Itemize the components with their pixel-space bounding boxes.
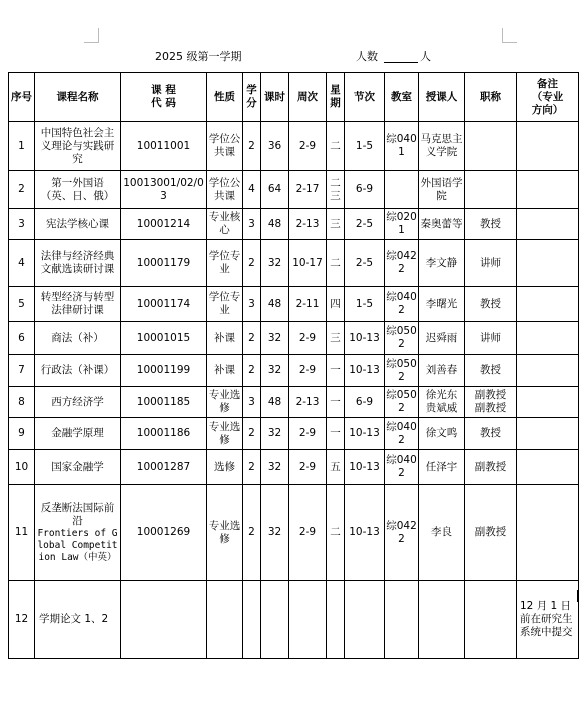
cell-credits: 2 [243, 240, 261, 287]
cell-title: 讲师 [465, 322, 517, 355]
cell-hours: 48 [261, 287, 289, 322]
cell-remark [517, 418, 579, 450]
cell-periods: 2-5 [345, 240, 385, 287]
cell-periods: 10-13 [345, 322, 385, 355]
cell-periods: 10-13 [345, 418, 385, 450]
cell-course-name: 行政法（补课） [35, 355, 121, 387]
cell-course-name [35, 485, 121, 581]
course-name-en: Frontiers of Global Competition Law（中英） [37, 527, 118, 563]
cell-remark [517, 287, 579, 322]
cell-teacher: 秦奥蕾等 [419, 209, 465, 240]
cell-remark: 12 月 1 日前在研究生系统中提交 [517, 581, 579, 659]
cell-weeks: 10-17 [289, 240, 327, 287]
cell-course-code: 10001269 [121, 485, 207, 581]
cell-classroom [385, 171, 419, 209]
course-schedule-table [8, 72, 579, 659]
cell-periods: 10-13 [345, 450, 385, 485]
cell-weekday: 二 三 [327, 171, 345, 209]
cell-course-code: 10001287 [121, 450, 207, 485]
cell-weeks: 2-9 [289, 485, 327, 581]
cell-teacher: 马克思主义学院 [419, 122, 465, 171]
cell-nature: 补课 [207, 355, 243, 387]
cell-nature: 学位公共课 [207, 171, 243, 209]
cell-no: 8 [9, 387, 35, 418]
cell-classroom: 综0502 [385, 322, 419, 355]
cell-course-code: 10001179 [121, 240, 207, 287]
cell-hours: 32 [261, 240, 289, 287]
cell-weeks: 2-9 [289, 355, 327, 387]
cell-no: 3 [9, 209, 35, 240]
cell-title [465, 581, 517, 659]
cell-hours [261, 581, 289, 659]
cell-credits: 3 [243, 209, 261, 240]
cell-weeks: 2-17 [289, 171, 327, 209]
cell-teacher [419, 581, 465, 659]
page-corner-mark-right [502, 28, 517, 43]
cell-weeks: 2-13 [289, 209, 327, 240]
cell-weekday: 二 [327, 240, 345, 287]
cell-course-name: 法律与经济经典文献选读研讨课 [35, 240, 121, 287]
cell-no: 1 [9, 122, 35, 171]
table-row [9, 322, 579, 355]
cell-weekday: 三 [327, 322, 345, 355]
cell-weeks: 2-9 [289, 418, 327, 450]
cell-classroom [385, 581, 419, 659]
cell-remark [517, 240, 579, 287]
cell-periods [345, 581, 385, 659]
cell-hours: 32 [261, 485, 289, 581]
cell-no: 7 [9, 355, 35, 387]
enrollment-count-label: 人数 [356, 50, 378, 63]
cell-nature: 专业选修 [207, 418, 243, 450]
cell-course-code: 10001015 [121, 322, 207, 355]
cell-course-code: 10013001/02/03 [121, 171, 207, 209]
cell-credits [243, 581, 261, 659]
cell-weekday: 一 [327, 355, 345, 387]
cell-teacher: 外国语学院 [419, 171, 465, 209]
table-row [9, 171, 579, 209]
cell-hours: 32 [261, 450, 289, 485]
cell-course-name: 第一外国语（英、日、俄） [35, 171, 121, 209]
cell-hours: 48 [261, 387, 289, 418]
cell-title: 教授 [465, 209, 517, 240]
cell-course-name: 转型经济与转型法律研讨课 [35, 287, 121, 322]
cell-no: 11 [9, 485, 35, 581]
header-weekday: 星期 [327, 73, 345, 122]
cell-nature: 学位专业 [207, 287, 243, 322]
cell-course-code: 10001214 [121, 209, 207, 240]
cell-hours: 48 [261, 209, 289, 240]
cell-weeks: 2-11 [289, 287, 327, 322]
cell-no: 4 [9, 240, 35, 287]
cell-classroom: 综0502 [385, 355, 419, 387]
semester-title: 2025 级第一学期 [155, 50, 242, 63]
cell-remark [517, 485, 579, 581]
cell-credits: 4 [243, 171, 261, 209]
cell-hours: 32 [261, 355, 289, 387]
cell-weekday: 二 [327, 122, 345, 171]
cell-periods: 6-9 [345, 387, 385, 418]
cell-course-name: 学期论文 1、2 [35, 581, 121, 659]
cell-teacher: 李良 [419, 485, 465, 581]
cell-no: 12 [9, 581, 35, 659]
cell-credits: 2 [243, 122, 261, 171]
table-row [9, 122, 579, 171]
cell-title: 讲师 [465, 240, 517, 287]
cell-no: 5 [9, 287, 35, 322]
cell-title [465, 122, 517, 171]
cell-weekday: 三 [327, 209, 345, 240]
cell-teacher: 徐光东 贵斌威 [419, 387, 465, 418]
cell-no: 10 [9, 450, 35, 485]
header-credits: 学分 [243, 73, 261, 122]
cell-course-code: 10011001 [121, 122, 207, 171]
cell-nature: 专业核心 [207, 209, 243, 240]
cell-periods: 6-9 [345, 171, 385, 209]
cell-title: 副教授 [465, 450, 517, 485]
cell-hours: 32 [261, 418, 289, 450]
cell-no: 2 [9, 171, 35, 209]
cell-remark [517, 209, 579, 240]
cell-weekday: 五 [327, 450, 345, 485]
cell-course-name: 商法（补） [35, 322, 121, 355]
cell-classroom: 综0402 [385, 287, 419, 322]
cell-no: 6 [9, 322, 35, 355]
cell-nature [207, 581, 243, 659]
cell-course-name: 中国特色社会主义理论与实践研究 [35, 122, 121, 171]
cell-weeks: 2-9 [289, 322, 327, 355]
cell-weekday: 一 [327, 418, 345, 450]
cell-hours: 32 [261, 322, 289, 355]
cell-weeks: 2-9 [289, 122, 327, 171]
header-nature: 性质 [207, 73, 243, 122]
enrollment-count-unit: 人 [420, 50, 431, 63]
cell-classroom: 综0402 [385, 450, 419, 485]
cell-nature: 专业选修 [207, 485, 243, 581]
cell-teacher: 刘善春 [419, 355, 465, 387]
table-row [9, 287, 579, 322]
cell-course-name: 国家金融学 [35, 450, 121, 485]
cell-weeks: 2-9 [289, 450, 327, 485]
cell-course-code: 10001174 [121, 287, 207, 322]
header-course-name: 课程名称 [35, 73, 121, 122]
cell-hours: 36 [261, 122, 289, 171]
table-row [9, 387, 579, 418]
header-hours: 课时 [261, 73, 289, 122]
cell-nature: 补课 [207, 322, 243, 355]
cell-classroom: 综0422 [385, 240, 419, 287]
cell-credits: 3 [243, 287, 261, 322]
cell-teacher: 任泽宇 [419, 450, 465, 485]
cell-remark [517, 387, 579, 418]
cell-periods: 2-5 [345, 209, 385, 240]
cell-teacher: 迟舜雨 [419, 322, 465, 355]
cell-course-code: 10001185 [121, 387, 207, 418]
cell-classroom: 综0201 [385, 209, 419, 240]
header-periods: 节次 [345, 73, 385, 122]
cell-credits: 2 [243, 322, 261, 355]
table-edge-mark [577, 590, 579, 602]
cell-credits: 2 [243, 418, 261, 450]
cell-teacher: 李曙光 [419, 287, 465, 322]
cell-hours: 64 [261, 171, 289, 209]
cell-course-name: 金融学原理 [35, 418, 121, 450]
cell-course-code: 10001186 [121, 418, 207, 450]
cell-remark [517, 171, 579, 209]
cell-weekday: 一 [327, 387, 345, 418]
cell-title: 教授 [465, 287, 517, 322]
header-teacher: 授课人 [419, 73, 465, 122]
cell-title: 副教授 [465, 485, 517, 581]
page-corner-mark-left [84, 28, 99, 43]
header-weeks: 周次 [289, 73, 327, 122]
cell-title: 教授 [465, 355, 517, 387]
cell-credits: 2 [243, 450, 261, 485]
table-row [9, 418, 579, 450]
table-row [9, 209, 579, 240]
cell-remark [517, 122, 579, 171]
cell-title: 教授 [465, 418, 517, 450]
cell-credits: 2 [243, 355, 261, 387]
table-row [9, 485, 579, 581]
course-name-cn: 反垄断法国际前沿 [40, 501, 115, 527]
header-course-code: 课 程 代 码 [121, 73, 207, 122]
header-remarks: 备注 （专业 方向） [517, 73, 579, 122]
cell-course-code [121, 581, 207, 659]
cell-weeks: 2-13 [289, 387, 327, 418]
table-row [9, 240, 579, 287]
cell-weeks [289, 581, 327, 659]
cell-periods: 1-5 [345, 122, 385, 171]
cell-classroom: 综0401 [385, 122, 419, 171]
cell-course-name: 西方经济学 [35, 387, 121, 418]
header-classroom: 教室 [385, 73, 419, 122]
cell-teacher: 徐文鸣 [419, 418, 465, 450]
header-no: 序号 [9, 73, 35, 122]
header-title: 职称 [465, 73, 517, 122]
cell-remark [517, 355, 579, 387]
cell-weekday [327, 581, 345, 659]
table-header-row [9, 73, 579, 122]
cell-nature: 学位公共课 [207, 122, 243, 171]
cell-teacher: 李文静 [419, 240, 465, 287]
table-row [9, 355, 579, 387]
cell-nature: 专业选修 [207, 387, 243, 418]
enrollment-count-blank [384, 62, 418, 63]
cell-nature: 选修 [207, 450, 243, 485]
cell-periods: 10-13 [345, 485, 385, 581]
cell-periods: 10-13 [345, 355, 385, 387]
table-row [9, 450, 579, 485]
cell-title: 副教授 副教授 [465, 387, 517, 418]
document-header [0, 48, 586, 66]
cell-credits: 3 [243, 387, 261, 418]
cell-course-name: 宪法学核心课 [35, 209, 121, 240]
table-row [9, 581, 579, 659]
cell-classroom: 综0402 [385, 418, 419, 450]
cell-no: 9 [9, 418, 35, 450]
cell-remark [517, 322, 579, 355]
cell-credits: 2 [243, 485, 261, 581]
cell-classroom: 综0502 [385, 387, 419, 418]
cell-periods: 1-5 [345, 287, 385, 322]
cell-weekday: 二 [327, 485, 345, 581]
cell-remark [517, 450, 579, 485]
cell-title [465, 171, 517, 209]
cell-course-code: 10001199 [121, 355, 207, 387]
cell-nature: 学位专业 [207, 240, 243, 287]
cell-weekday: 四 [327, 287, 345, 322]
cell-classroom: 综0422 [385, 485, 419, 581]
